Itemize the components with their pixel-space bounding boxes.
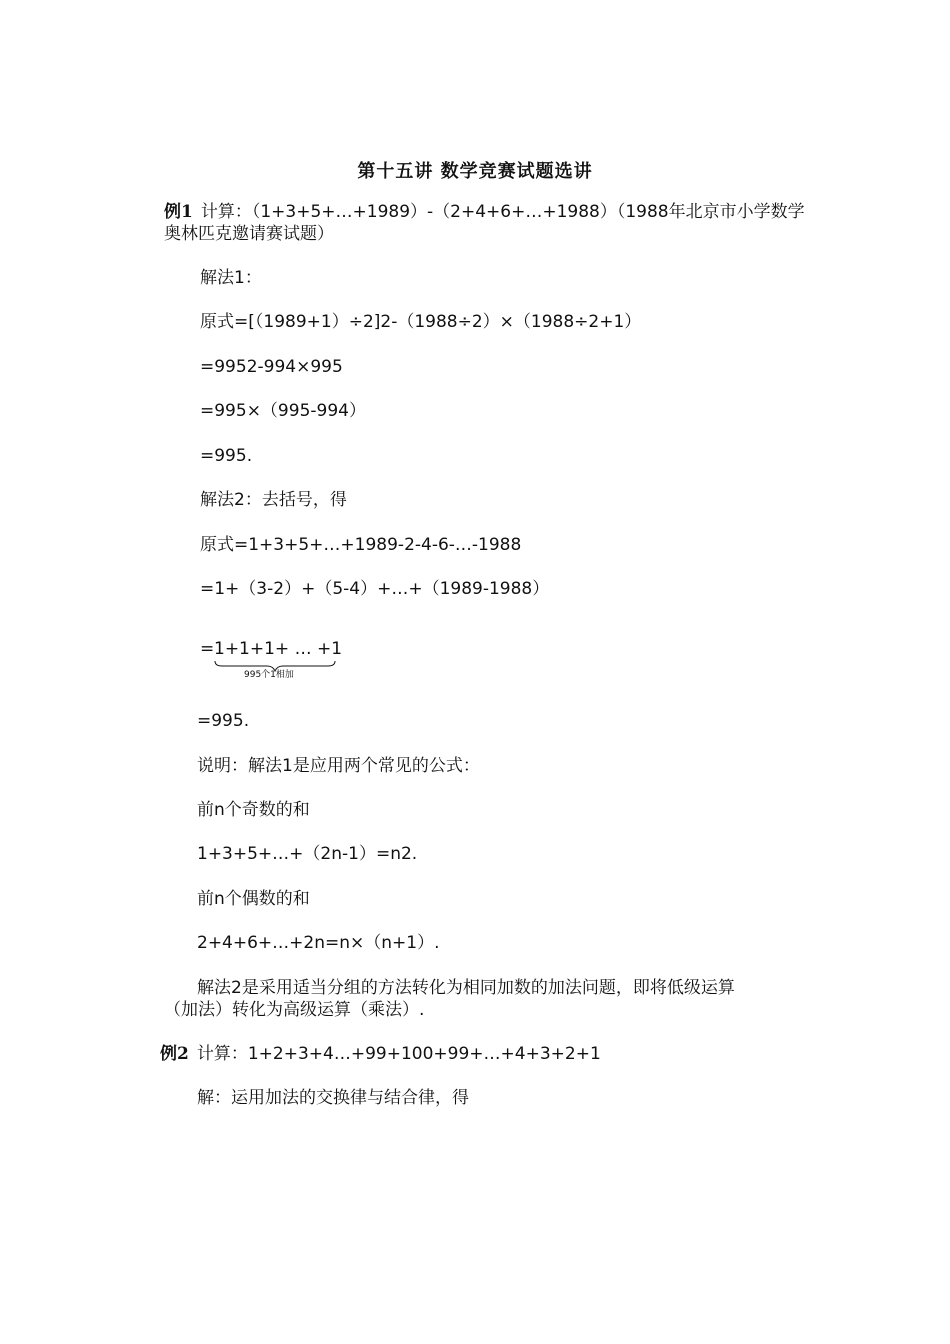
- example2-problem: [160, 1043, 601, 1065]
- note-heading: 说明：解法1是应用两个常见的公式：: [197, 756, 480, 776]
- method1-step-3: =995×（995-994）: [200, 401, 366, 421]
- page-title: 第十五讲 数学竞赛试题选讲: [357, 161, 593, 182]
- underbrace-sum: 1+1+1+ … +1: [214, 639, 343, 659]
- method2-note-line1: 解法2是采用适当分组的方法转化为相同加数的加法问题，即将低级运算: [197, 978, 735, 998]
- underbrace-note: 995个1相加: [244, 670, 294, 680]
- even-sum-formula: 2+4+6+…+2n=n×（n+1）.: [197, 933, 440, 953]
- example1-problem-line1: [164, 201, 805, 223]
- method1-step-4: =995.: [200, 446, 253, 466]
- method1-step-1: 原式=[（1989+1）÷2]2-（1988÷2）×（1988÷2+1）: [200, 312, 642, 332]
- example1-problem-text: 计算：（1+3+5+…+1989）-（2+4+6+…+1988）（1988年北京市小学数学: [200, 202, 805, 222]
- method2-step-1: 原式=1+3+5+…+1989-2-4-6-…-1988: [200, 535, 522, 555]
- method2-heading: 解法2：去括号，得: [200, 490, 347, 510]
- odd-sum-formula: 1+3+5+…+（2n-1）=n2.: [197, 844, 418, 864]
- example2-label: 例2: [160, 1044, 189, 1064]
- underbrace-expression: [200, 636, 400, 686]
- even-sum-label: 前n个偶数的和: [197, 889, 310, 909]
- example1-problem-line2: 奥林匹克邀请赛试题）: [164, 224, 334, 244]
- example2-problem-text: 计算：1+2+3+4…+99+100+99+…+4+3+2+1: [196, 1044, 601, 1064]
- example1-label: 例1: [164, 202, 193, 222]
- method2-result: =995.: [197, 711, 250, 731]
- method1-step-2: =9952-994×995: [200, 357, 343, 377]
- method2-step-2: =1+（3-2）+（5-4）+…+（1989-1988）: [200, 579, 550, 599]
- method2-note-line2: （加法）转化为高级运算（乘法）.: [164, 1000, 425, 1020]
- method1-heading: 解法1：: [200, 268, 262, 288]
- example2-solution-intro: 解：运用加法的交换律与结合律，得: [197, 1088, 469, 1108]
- underbrace-equals: =: [200, 639, 215, 659]
- odd-sum-label: 前n个奇数的和: [197, 800, 310, 820]
